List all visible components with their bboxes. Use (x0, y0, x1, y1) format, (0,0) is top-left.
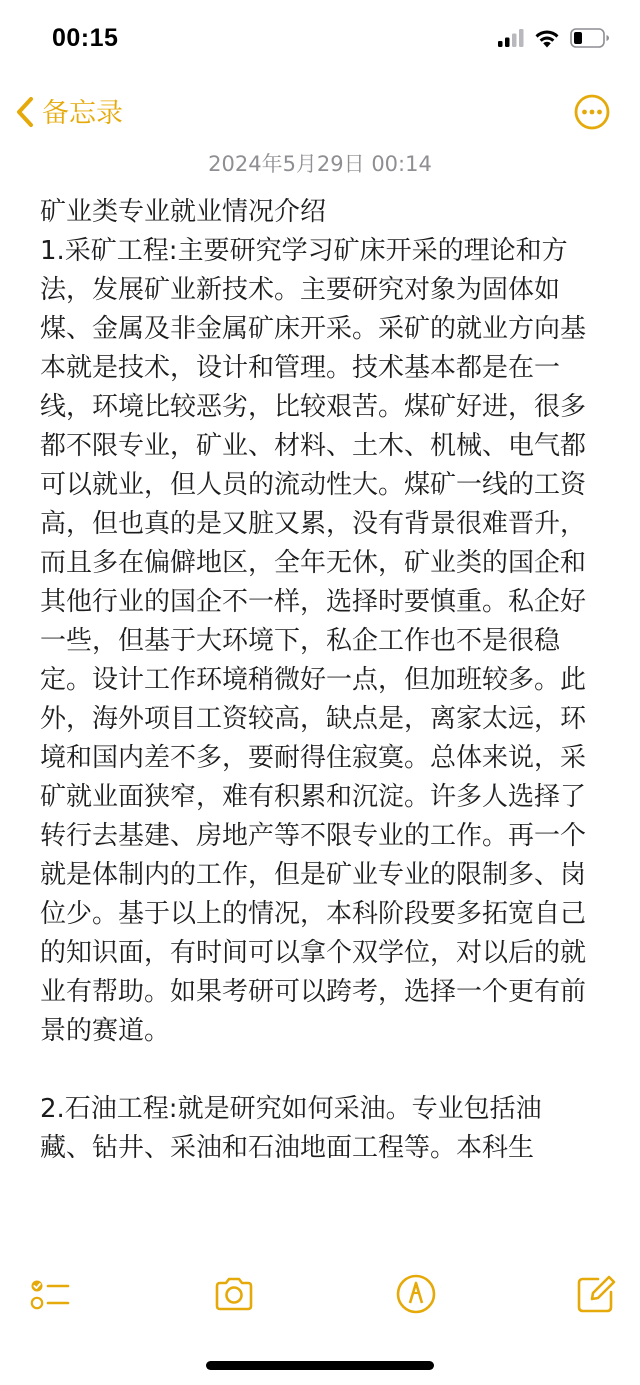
more-button[interactable] (574, 94, 610, 130)
note-date: 2024年5月29日 00:14 (208, 152, 432, 176)
checklist-icon (28, 1301, 72, 1320)
status-icons (498, 28, 610, 52)
home-indicator[interactable] (206, 1361, 434, 1370)
compose-button[interactable] (574, 1272, 618, 1316)
wifi-icon (534, 29, 560, 52)
checklist-button[interactable] (28, 1272, 72, 1316)
back-button[interactable] (14, 94, 123, 134)
status-time: 00:15 (52, 24, 119, 52)
note-paragraph: 2.石油工程:就是研究如何采油。专业包括油藏、钻井、采油和石油地面工程等。本科生 (40, 1094, 542, 1163)
note-body[interactable] (40, 193, 586, 1238)
camera-icon (212, 1301, 256, 1320)
note-paragraph: 1.采矿工程:主要研究学习矿床开采的理论和方法，发展矿业新技术。主要研究对象为固体如煤、金属及非金属矿床开采。采矿的就业方向基本就是技术，设计和管理。技术基本都是在一线，环境比较恶劣，比较艰苦。煤矿好进，很多都不限专业，矿业、材料、土木、机械、电气都可以就业，但人员的流动性大。煤矿一线的工资高，但也真的是又脏又累，没有背景很难晋升，而且多在偏僻地区，全年无休，矿业类的国企和其他行业的国企不一样，选择时要慎重。私企好一些，但基于大环境下，私企工作也不是很稳定。设计工作环境稍微好一点，但加班较多。此外，海外项目工资较高，缺点是，离家太远，环境和国内差不多，要耐得住寂寞。总体来说，采矿就业面狭窄，难有积累和沉淀。许多人选择了转行去基建、房地产等不限专业的工作。再一个就是体制内的工作，但是矿业专业的限制多、岗位少。基于以上的情况，本科阶段要多拓宽自己的知识面，有时间可以拿个双学位，对以后的就业有帮助。如果考研可以跨考，选择一个更有前景的赛道。 (40, 236, 586, 1046)
paragraph-spacer (40, 1051, 586, 1090)
navigation-bar (0, 88, 640, 138)
camera-button[interactable] (212, 1272, 256, 1316)
cellular-signal-icon (498, 29, 524, 51)
markup-pen-icon (394, 1301, 438, 1320)
battery-icon (570, 28, 610, 52)
back-label: 备忘录 (42, 98, 123, 129)
chevron-left-icon (14, 94, 36, 134)
compose-icon (574, 1301, 618, 1320)
note-title: 矿业类专业就业情况介绍 (40, 197, 327, 227)
markup-button[interactable] (394, 1272, 438, 1316)
status-bar (0, 0, 640, 84)
ellipsis-circle-icon (574, 115, 610, 134)
